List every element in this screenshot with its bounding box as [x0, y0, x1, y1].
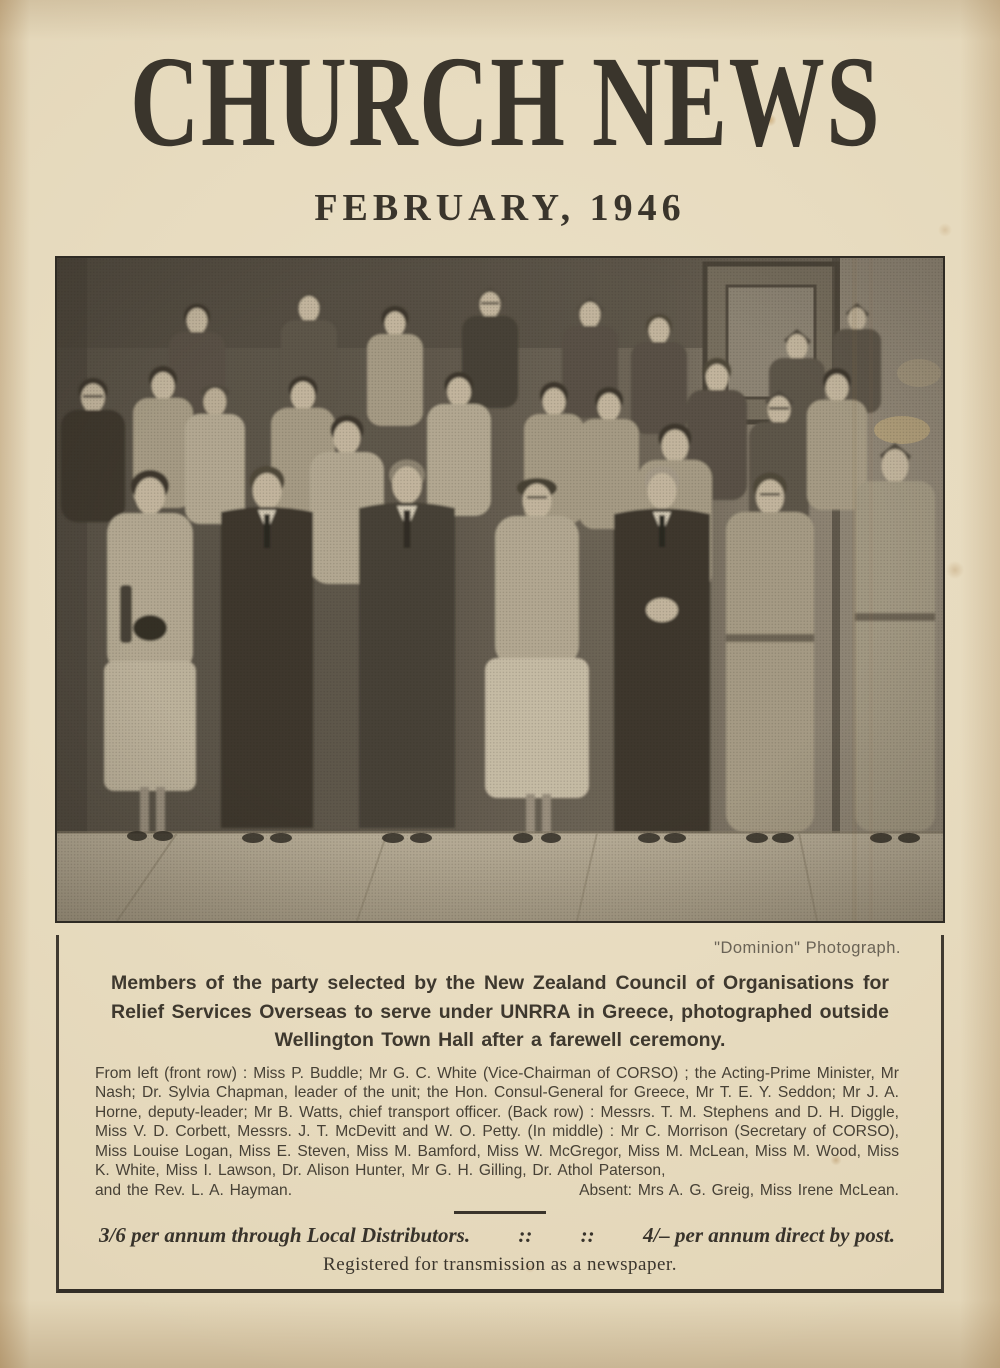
group-photograph: [55, 256, 945, 923]
page-title: CHURCH NEWS: [130, 30, 882, 174]
photo-credit: "Dominion" Photograph.: [714, 939, 901, 957]
group-photograph-art: [57, 258, 943, 921]
detail-caption-tail: and the Rev. L. A. Hayman.: [95, 1181, 293, 1199]
lead-caption: Members of the party selected by the New Zealand Council of Organisations for Relief Services Overseas to serve under UNRRA in Greece, photographed outside Wellington Town Hall after a farewell ceremony.: [111, 972, 889, 1051]
detail-caption-last-line: [95, 1181, 899, 1201]
rates-separator: ::: [518, 1223, 533, 1247]
rates-separator: ::: [580, 1223, 595, 1247]
issue-date: FEBRUARY, 1946: [314, 187, 686, 229]
footer-divider-rule: [454, 1211, 546, 1214]
newspaper-front-page: [0, 32, 1000, 1368]
masthead: [0, 32, 1000, 232]
registration-note: Registered for transmission as a newspaper.: [323, 1254, 677, 1275]
caption-box: [56, 935, 944, 1293]
detail-caption: From left (front row) : Miss P. Buddle; Mr G. C. White (Vice-Chairman of CORSO) ; the Acting-Prime Minister, Mr Nash; Dr. Sylvia Chapman, leader of the unit; the Hon. Consul-General for Greece, Mr T. E. Y. Seddon; Mr J. A. Horne, deputy-leader; Mr B. Watts, chief transport officer. (Back row) : Messrs. T. M. Stephens and D. H. Diggle, Miss V. D. Corbett, Messrs. J. T. McDevitt and W. O. Petty. (In middle) : Mr C. Morrison (Secretary of CORSO), Miss Louise Logan, Miss E. Steven, Miss M. Bamford, Miss W. McGregor, Miss M. McLean, Miss M. Wood, Miss K. White, Miss I. Lawson, Dr. Alison Hunter, Mr G. H. Gilling, Dr. Athol Paterson,: [95, 1064, 899, 1179]
rate-direct-post: 4/– per annum direct by post.: [642, 1223, 895, 1247]
rate-local-distributors: 3/6 per annum through Local Distributors.: [99, 1223, 471, 1247]
subscription-rates: [99, 1222, 895, 1248]
absent-note: Absent: Mrs A. G. Greig, Miss Irene McLean.: [579, 1181, 899, 1199]
